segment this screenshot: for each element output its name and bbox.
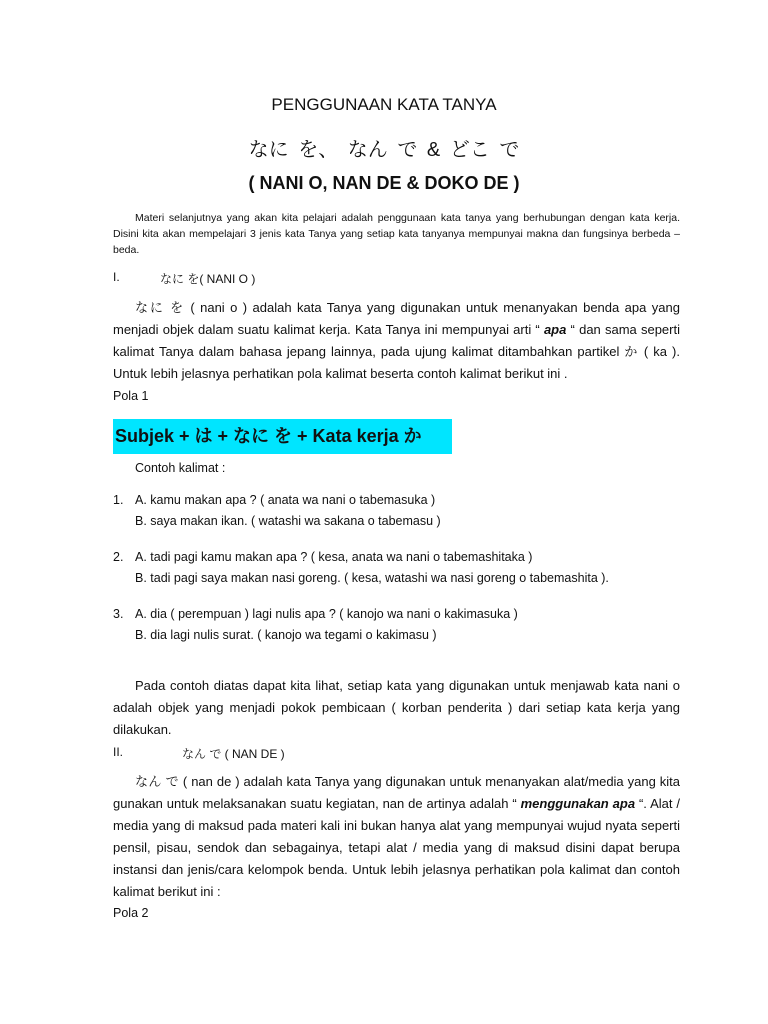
section-2-para-start: なん で ( nan de ) adalah kata Tanya yang digunakan untuk menanyakan alat/media yang kita gunakan untuk melaksanakan suatu kegiatan, nan de artinya adalah “ — [113, 774, 680, 811]
section-2-heading-text: なん で ( NAN DE ) — [182, 747, 285, 761]
example-answer: B. saya makan ikan. ( watashi wa sakana o tabemasu ) — [135, 514, 441, 528]
example-answer: B. tadi pagi saya makan nasi goreng. ( kesa, watashi wa nasi goreng o tabemashita ). — [135, 571, 609, 585]
romaji-title: ( NANI O, NAN DE & DOKO DE ) — [248, 173, 520, 193]
section-1-conclusion: Pada contoh diatas dapat kita lihat, setiap kata yang digunakan untuk menjawab kata nani o adalah objek yang menjadi pokok pembicaan ( korban penderita ) dari setiap kata kerja yang dilakukan. — [113, 678, 680, 737]
intro-paragraph: Materi selanjutnya yang akan kita pelajari adalah penggunaan kata tanya yang berhubungan dengan kata kerja. Disini kita akan mempelajari 3 jenis kata Tanya yang setiap kata tanyanya mempunyai makna dan fungsinya berbeda – beda. — [113, 212, 680, 256]
section-1-para-emphasis: apa — [543, 322, 567, 337]
example-number: 3. — [113, 607, 124, 621]
examples-label: Contoh kalimat : — [135, 461, 226, 475]
example-number: 2. — [113, 550, 124, 564]
section-2-paragraph — [113, 771, 680, 903]
section-2-number: II. — [113, 745, 124, 759]
section-2-para-emphasis: menggunakan apa — [520, 796, 636, 811]
japanese-title: なに を、 なん で & どこ で — [248, 139, 520, 161]
example-answer: B. dia lagi nulis surat. ( kanojo wa tegami o kakimasu ) — [135, 628, 437, 642]
example-number: 1. — [113, 493, 124, 507]
example-question: A. kamu makan apa ? ( anata wa nani o tabemasuka ) — [135, 493, 436, 507]
section-1-paragraph — [113, 297, 680, 385]
pola-1-label: Pola 1 — [113, 389, 149, 403]
example-question: A. tadi pagi kamu makan apa ? ( kesa, anata wa nani o tabemashitaka ) — [135, 550, 533, 564]
document-title: PENGGUNAAN KATA TANYA — [271, 95, 497, 114]
pola-1-formula: Subjek + は + なに を + Kata kerja か — [113, 419, 452, 454]
pola-2-label: Pola 2 — [113, 906, 149, 920]
section-1-heading-text: なに を( NANI O ) — [160, 272, 256, 286]
section-1-para-end: “ dan sama seperti kalimat Tanya dalam bahasa jepang lainnya, pada ujung kalimat ditambahkan partikel か ( ka ). Untuk lebih jelasnya perhatikan pola kalimat beserta contoh kalimat berikut ini . — [113, 322, 680, 381]
section-1-number: I. — [113, 270, 120, 284]
section-2-para-end: “. Alat / media yang di maksud pada materi kali ini bukan hanya alat yang mempunyai wujud nyata seperti pensil, pisau, sendok dan sebagainya, tetapi alat / media yang di maksud disini dapat berupa instansi dan jenis/cara kelompok benda. Untuk lebih jelasnya perhatikan pola kalimat dan contoh kalimat berikut ini : — [113, 796, 681, 899]
section-1-para-start: なに を ( nani o ) adalah kata Tanya yang digunakan untuk menanyakan benda apa yang menjadi objek dalam suatu kalimat kerja. Kata Tanya ini mempunyai arti “ — [113, 300, 680, 337]
example-question: A. dia ( perempuan ) lagi nulis apa ? ( kanojo wa nani o kakimasuka ) — [135, 607, 518, 621]
